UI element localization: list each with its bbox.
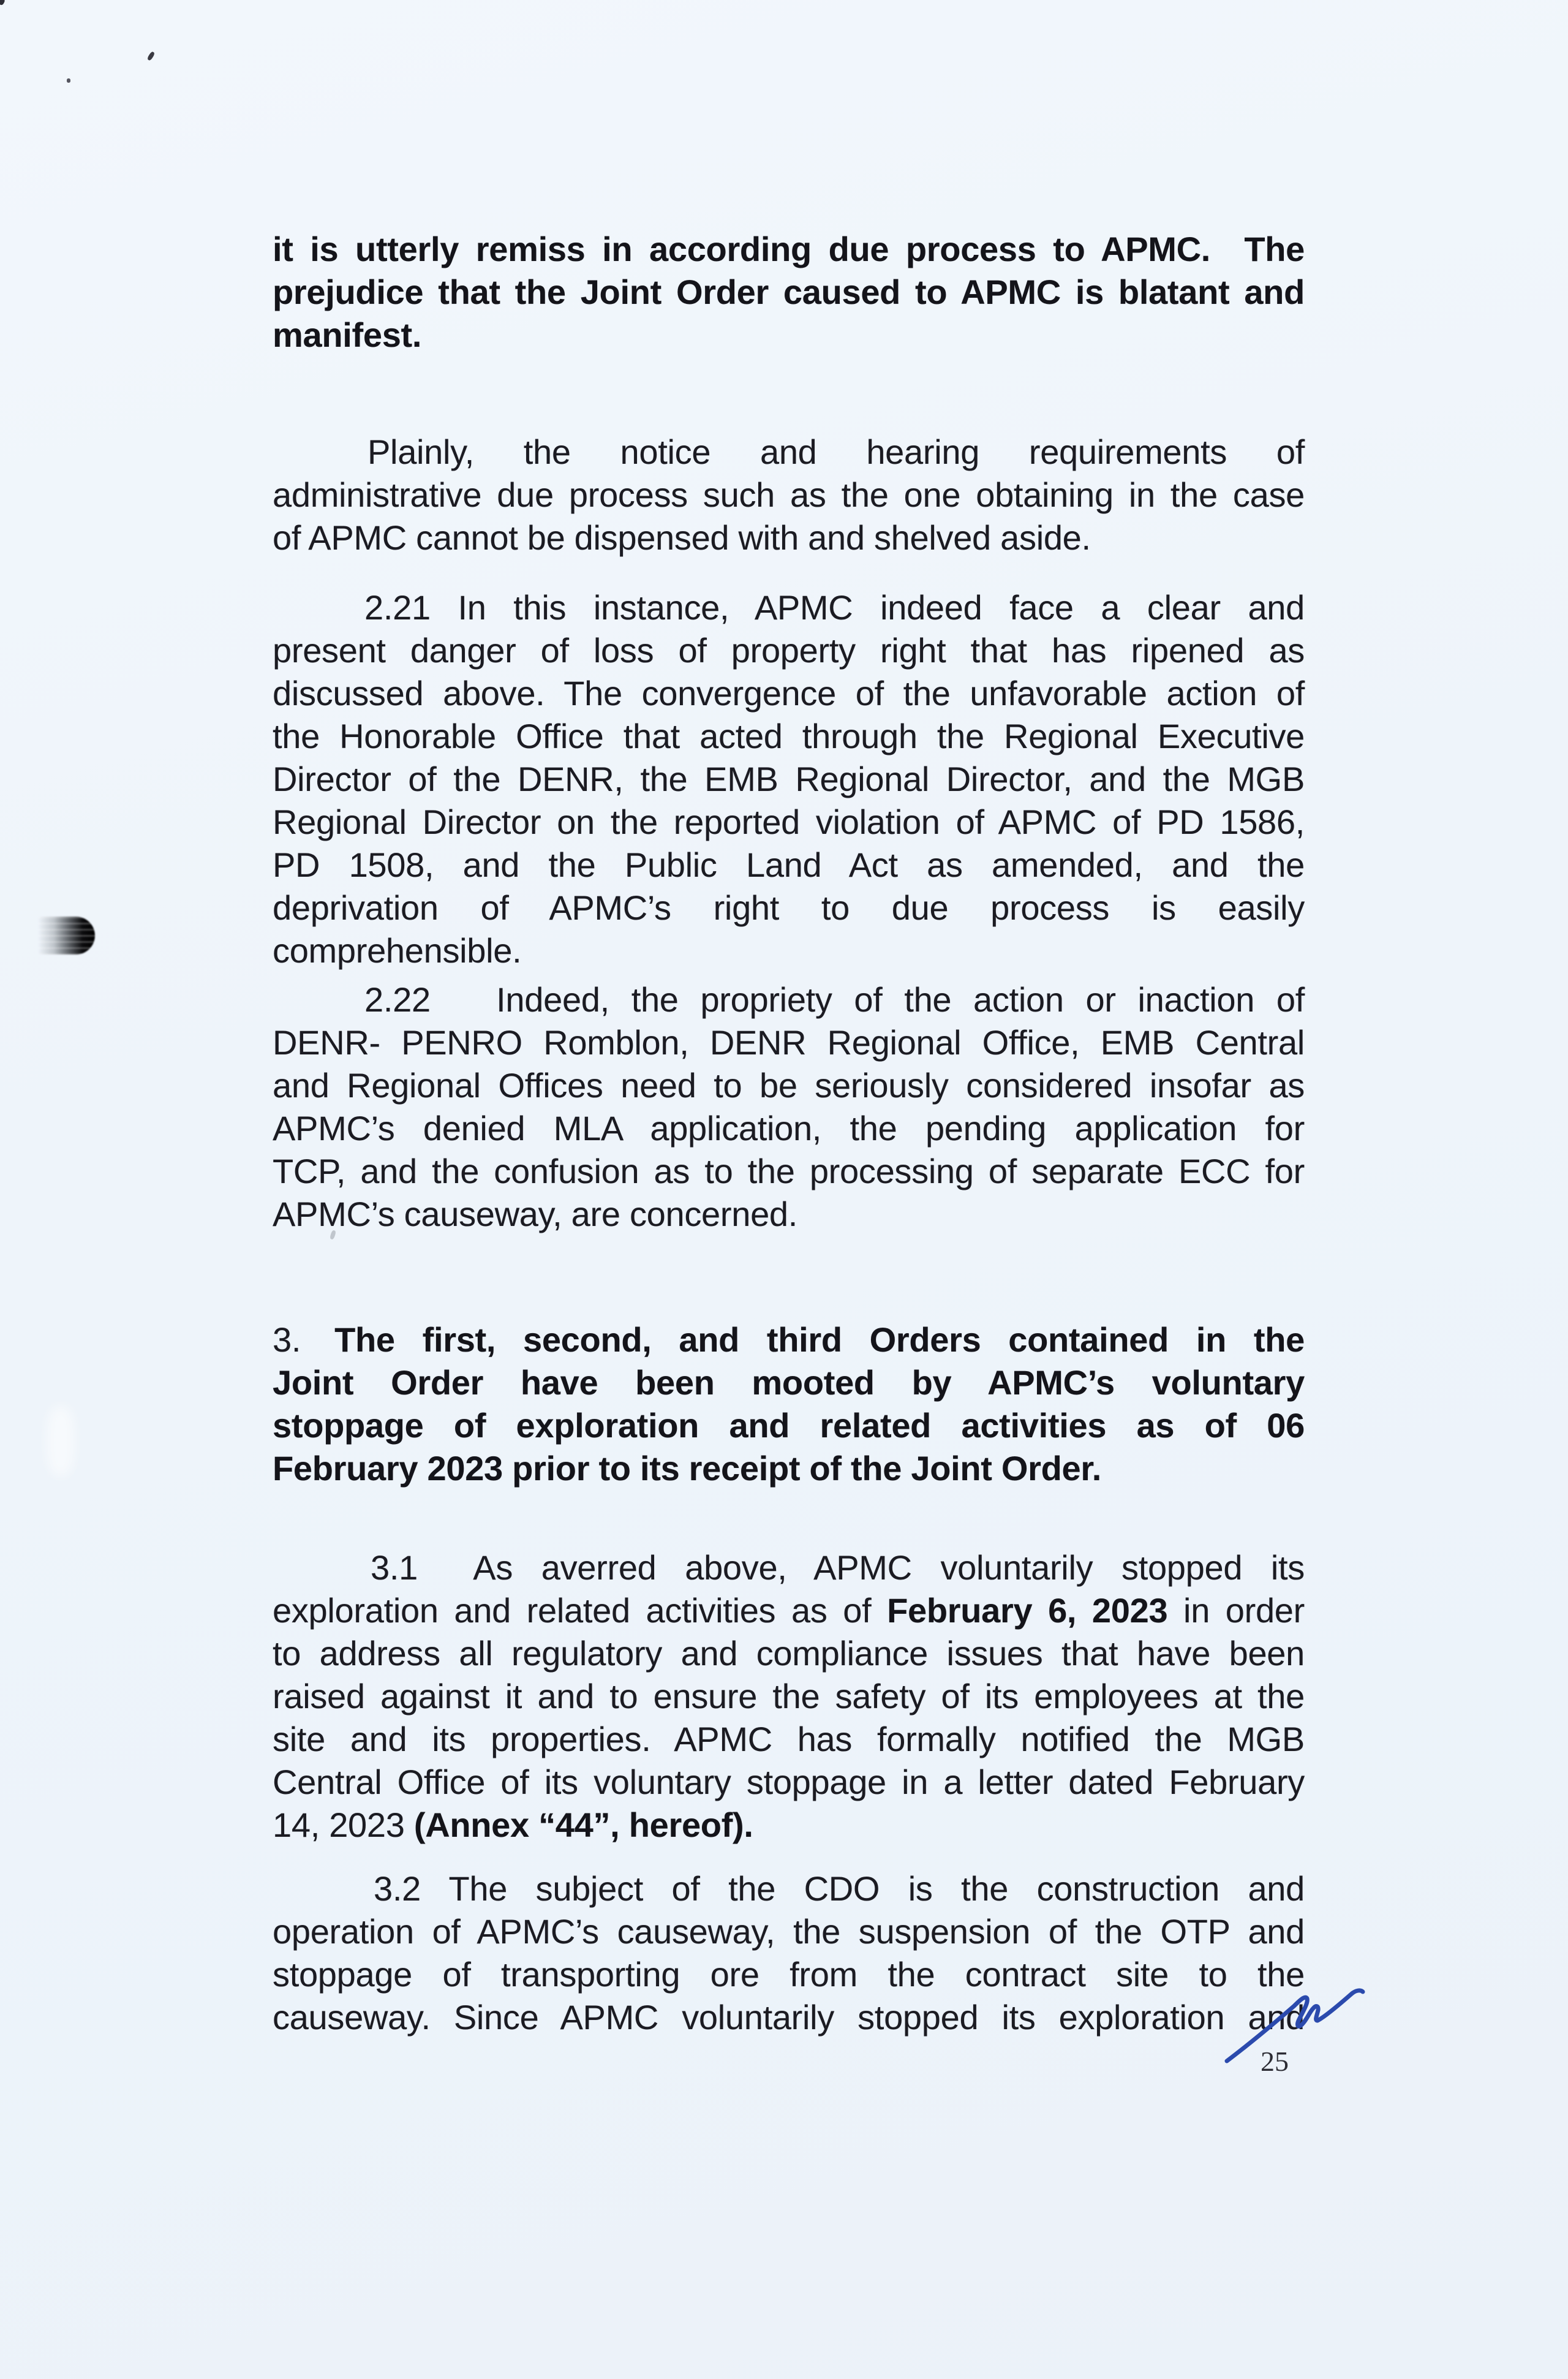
- text-line: [273, 1867, 1305, 1910]
- text-segment: TCP, and the confusion as to the processing of separate ECC for: [273, 1152, 1305, 1190]
- scan-speck-top: [147, 51, 156, 61]
- text-segment: administrative due process such as the one obtaining in the case: [273, 475, 1305, 514]
- text-segment: APMC’s causeway, are concerned.: [273, 1195, 798, 1233]
- text-line: [273, 978, 1305, 1021]
- text-segment: the Honorable Office that acted through the Regional Executive: [273, 717, 1305, 755]
- text-segment: 3.: [273, 1320, 301, 1359]
- text-segment: operation of APMC’s causeway, the suspension of the OTP and: [273, 1912, 1305, 1951]
- text-line: [273, 1193, 1305, 1236]
- text-line: [273, 1953, 1305, 1996]
- text-segment: Director of the DENR, the EMB Regional Director, and the MGB: [273, 760, 1305, 798]
- text-segment: present danger of loss of property right that has ripened as: [273, 631, 1305, 670]
- text-segment: PD 1508, and the Public Land Act as amended, and the: [273, 845, 1305, 884]
- text-segment: APMC’s denied MLA application, the pending application for: [273, 1109, 1305, 1148]
- text-line: [273, 844, 1305, 887]
- text-line: [273, 1804, 1305, 1847]
- continuation-paragraph: [273, 228, 1305, 357]
- text-line: [273, 271, 1305, 314]
- text-line: [273, 431, 1305, 474]
- text-line: [273, 516, 1305, 559]
- text-segment: raised against it and to ensure the safety of its employees at the: [273, 1677, 1305, 1715]
- text-line: [273, 758, 1305, 801]
- text-line: [273, 1546, 1305, 1589]
- text-line: [273, 1996, 1305, 2039]
- text-line: [273, 1718, 1305, 1761]
- text-segment: of APMC cannot be dispensed with and shelved aside.: [273, 518, 1091, 557]
- bold-text-segment: manifest.: [273, 316, 422, 354]
- text-line: [273, 1318, 1305, 1361]
- text-line: [273, 1447, 1305, 1490]
- text-segment: 2.21 In this instance, APMC indeed face a clear and: [364, 588, 1305, 627]
- page-number: 25: [1261, 2046, 1289, 2077]
- text-segment: 3.1 As averred above, APMC voluntarily stopped its: [371, 1548, 1305, 1587]
- bold-text-segment: prejudice that the Joint Order caused to APMC is blatant and: [273, 273, 1305, 311]
- paragraph-3-1: [273, 1546, 1305, 1847]
- text-segment: exploration and related activities as of: [273, 1591, 888, 1630]
- text-line: [273, 929, 1305, 972]
- text-line: [273, 1910, 1305, 1953]
- text-line: [273, 629, 1305, 672]
- paragraph-2-22: [273, 978, 1305, 1236]
- bold-text-segment: it is utterly remiss in according due process to APMC. The: [273, 230, 1305, 268]
- scan-speck-corner: [0, 0, 6, 6]
- handwritten-initials: [1222, 1984, 1372, 2067]
- scan-light-smudge: [47, 1406, 75, 1477]
- text-line: [273, 1021, 1305, 1064]
- bold-text-segment: (Annex “44”, hereof).: [413, 1806, 753, 1844]
- text-line: [273, 715, 1305, 758]
- text-line: [273, 672, 1305, 715]
- text-segment: in order: [1167, 1591, 1305, 1630]
- text-line: [273, 1761, 1305, 1804]
- text-line: [273, 1675, 1305, 1718]
- text-segment: Regional Director on the reported violation of APMC of PD 1586,: [273, 803, 1305, 841]
- heading-3: [273, 1318, 1305, 1490]
- text-segment: Plainly, the notice and hearing requirements of: [368, 433, 1305, 471]
- bold-text-segment: February 6, 2023: [887, 1591, 1168, 1630]
- scan-binding-mark: [38, 917, 95, 955]
- text-segment: 2.22 Indeed, the propriety of the action or inaction of: [364, 980, 1305, 1019]
- text-segment: Central Office of its voluntary stoppage in a letter dated February: [273, 1763, 1305, 1801]
- text-segment: DENR- PENRO Romblon, DENR Regional Office, EMB Central: [273, 1023, 1305, 1062]
- text-segment: comprehensible.: [273, 931, 522, 970]
- text-segment: discussed above. The convergence of the unfavorable action of: [273, 674, 1305, 713]
- text-segment: site and its properties. APMC has formally notified the MGB: [273, 1720, 1305, 1758]
- paragraph-2-21: [273, 586, 1305, 972]
- text-line: [273, 228, 1305, 271]
- bold-text-segment: The first, second, and third Orders contained in the: [334, 1320, 1305, 1359]
- text-segment: deprivation of APMC’s right to due process is easily: [273, 888, 1305, 927]
- text-line: [273, 1064, 1305, 1107]
- text-line: [273, 474, 1305, 516]
- text-line: [273, 1632, 1305, 1675]
- text-line: [273, 1361, 1305, 1404]
- signature-stroke: [1227, 1991, 1363, 2061]
- text-line: [273, 1589, 1305, 1632]
- text-segment: and Regional Offices need to be seriously considered insofar as: [273, 1066, 1305, 1105]
- text-segment: 14, 2023: [273, 1806, 414, 1844]
- text-line: [273, 586, 1305, 629]
- paragraph-3-2: [273, 1867, 1305, 2039]
- bold-text-segment: stoppage of exploration and related activities as of 06: [273, 1406, 1305, 1445]
- text-segment: 3.2 The subject of the CDO is the construction and: [374, 1869, 1305, 1908]
- text-line: [273, 314, 1305, 357]
- paragraph-plainly: [273, 431, 1305, 559]
- text-line: [273, 887, 1305, 929]
- text-segment: to address all regulatory and compliance issues that have been: [273, 1634, 1305, 1673]
- text-segment: causeway. Since APMC voluntarily stopped its exploration and: [273, 1998, 1305, 2037]
- scan-speck-top-2: [67, 78, 70, 83]
- text-line: [273, 1107, 1305, 1150]
- bold-text-segment: Joint Order have been mooted by APMC’s voluntary: [273, 1363, 1305, 1402]
- text-line: [273, 1150, 1305, 1193]
- text-line: [273, 1404, 1305, 1447]
- bold-text-segment: February 2023 prior to its receipt of the Joint Order.: [273, 1449, 1102, 1488]
- text-segment: stoppage of transporting ore from the contract site to the: [273, 1955, 1305, 1994]
- text-line: [273, 801, 1305, 844]
